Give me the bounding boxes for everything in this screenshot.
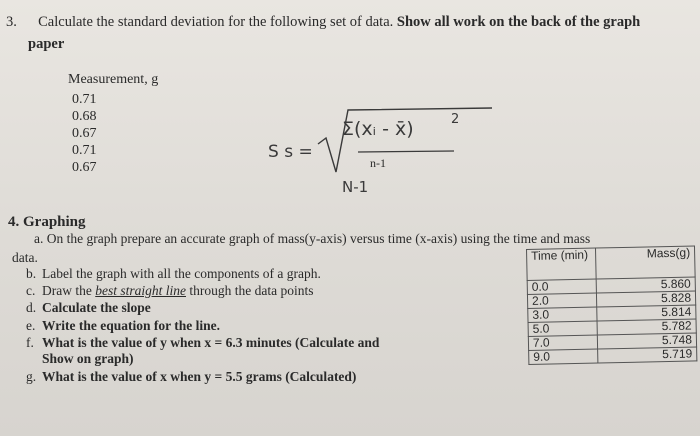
- measurement-list: [72, 91, 97, 176]
- table-row: 5.0 5.782: [528, 319, 696, 337]
- std-dev-formula: [262, 104, 492, 204]
- question-3-continuation: paper: [28, 36, 65, 52]
- table-row: 3.0 5.814: [528, 305, 696, 323]
- table-row: 2.0 5.828: [527, 291, 695, 309]
- measurement-value: 0.71: [72, 92, 97, 107]
- measurement-value: 0.67: [72, 160, 97, 175]
- question-3-bold-instruction: Show all work on the back of the graph: [396, 14, 641, 30]
- formula-lhs: S s =: [268, 142, 313, 162]
- question-3-number: 3.: [6, 14, 17, 30]
- graphing-heading: 4. Graphing: [8, 214, 86, 230]
- measurement-header: Measurement, g: [68, 72, 159, 87]
- formula-numerator: Σ(xᵢ - x̄): [342, 118, 414, 140]
- graphing-item-f: f. What is the value of y when x = 6.3 minutes (Calculate and: [26, 335, 380, 350]
- table-header-mass: Mass(g): [595, 246, 695, 279]
- question-3-text: Calculate the standard deviation for the following set of data.: [38, 14, 394, 30]
- table-row: 7.0 5.748: [528, 333, 696, 351]
- graphing-item-a-continuation: data.: [12, 250, 38, 265]
- table-header-time: Time (min): [527, 248, 597, 280]
- time-mass-table: [526, 245, 697, 365]
- measurement-value: 0.67: [72, 126, 97, 141]
- formula-handwritten-note: N-1: [342, 178, 369, 196]
- graphing-item-b: b. Label the graph with all the components of a graph.: [26, 266, 321, 281]
- question-3: [6, 14, 640, 31]
- table-row: 0.0 5.860: [527, 277, 695, 295]
- graphing-item-f-continuation: Show on graph): [42, 351, 134, 366]
- table-row: 9.0 5.719: [529, 347, 697, 365]
- graphing-item-c: c. Draw the best straight line through the data points: [26, 283, 314, 298]
- graphing-item-g: g. What is the value of x when y = 5.5 grams (Calculated): [26, 369, 357, 384]
- graphing-item-e: e. Write the equation for the line.: [26, 318, 220, 333]
- measurement-value: 0.68: [72, 109, 97, 124]
- graphing-item-a: a. On the graph prepare an accurate graph of mass(y-axis) versus time (x-axis) using the time and mass: [34, 231, 591, 246]
- formula-denominator: n-1: [370, 156, 386, 170]
- measurement-value: 0.71: [72, 143, 97, 158]
- best-straight-line-text: best straight line: [95, 283, 186, 298]
- graphing-item-d: d. Calculate the slope: [26, 300, 151, 315]
- table-header-row: [527, 246, 696, 281]
- formula-power: 2: [451, 112, 460, 127]
